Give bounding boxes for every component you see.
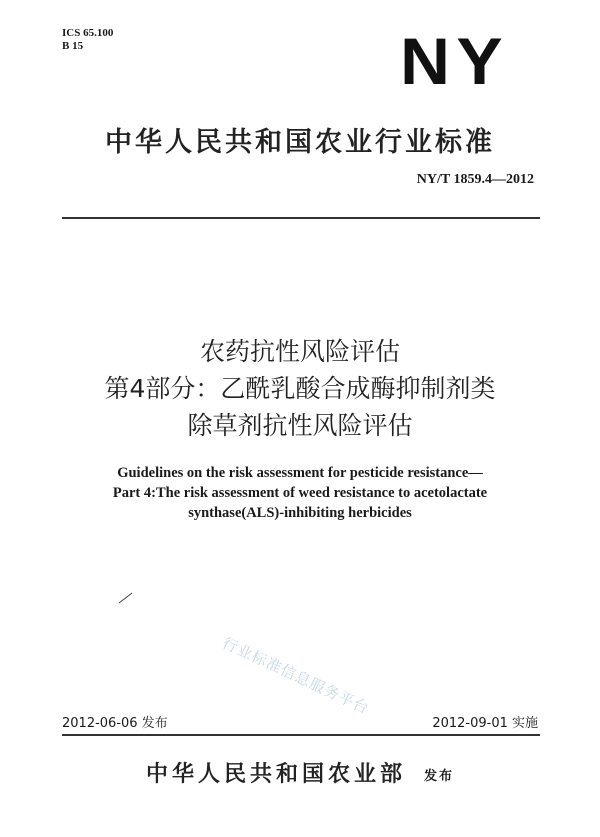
top-divider	[62, 217, 540, 219]
chinese-title-line-3: 除草剂抗性风险评估	[187, 411, 413, 440]
english-title	[0, 463, 600, 523]
organization-title: 中华人民共和国农业行业标准	[105, 127, 495, 158]
classification-codes	[62, 27, 113, 53]
english-title-line-2: Part 4:The risk assessment of weed resistance to acetolactate	[112, 485, 488, 501]
english-title-line-1: Guidelines on the risk assessment for pesticide resistance—	[117, 465, 483, 481]
issuing-authority: 中华人民共和国农业部	[146, 762, 407, 787]
standard-number: NY/T 1859.4—2012	[416, 172, 534, 187]
watermark-text: 行业标准信息服务平台	[219, 633, 373, 718]
ny-logo: NY	[400, 24, 509, 98]
bottom-divider	[62, 734, 540, 736]
issue-date: 2012-06-06 发布	[62, 716, 168, 731]
pen-stroke-mark	[118, 592, 134, 604]
chinese-title-line-2: 第4部分：乙酰乳酸合成酶抑制剂类	[104, 374, 496, 403]
ccs-code: B 15	[62, 40, 84, 52]
issuing-authority-suffix: 发布	[424, 769, 455, 784]
implementation-date: 2012-09-01 实施	[432, 716, 538, 731]
chinese-title	[0, 333, 600, 444]
ics-code: ICS 65.100	[62, 27, 114, 39]
english-title-line-3: synthase(ALS)-inhibiting herbicides	[188, 505, 412, 521]
chinese-title-line-1: 农药抗性风险评估	[199, 337, 400, 366]
